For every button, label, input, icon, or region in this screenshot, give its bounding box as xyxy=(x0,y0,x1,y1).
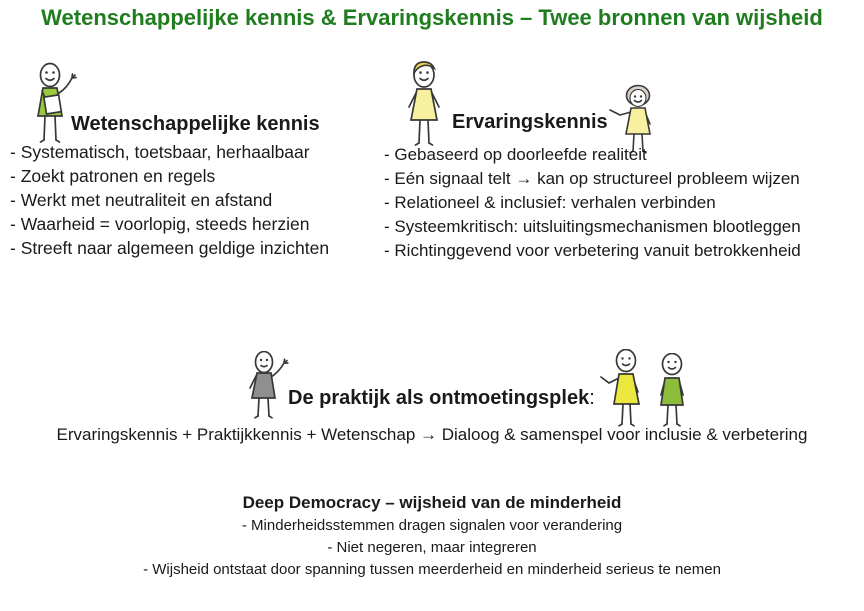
middle-heading-colon: : xyxy=(589,387,595,409)
bullet-item: - Systeemkritisch: uitsluitingsmechanismen blootleggen xyxy=(384,217,801,236)
bullet-item: - Gebaseerd op doorleefde realiteit xyxy=(384,145,647,164)
bottom-section-heading: Deep Democracy – wijsheid van de minderheid xyxy=(242,493,622,512)
meeting-person-green-stick-figure-icon xyxy=(650,353,694,427)
bullet-item: - Werkt met neutraliteit en afstand xyxy=(10,190,273,210)
bullet-item: - Minderheidsstemmen dragen signalen voor verandering xyxy=(241,517,623,534)
bullet-item: - Eén signaal telt → kan op structureel probleem wijzen xyxy=(384,169,800,188)
bullet-item: - Relationeel & inclusief: verhalen verbinden xyxy=(384,193,716,212)
bullet-item: - Systematisch, toetsbaar, herhaalbaar xyxy=(10,142,310,162)
bullet-item: - Waarheid = voorlopig, steeds herzien xyxy=(10,214,310,234)
meeting-person-yellow-stick-figure-icon xyxy=(598,349,648,427)
middle-section-heading xyxy=(288,385,595,411)
right-section-heading: Ervaringskennis xyxy=(452,111,608,133)
bullet-item: - Richtinggevend voor verbetering vanuit betrokkenheid xyxy=(384,241,801,260)
left-section-heading: Wetenschappelijke kennis xyxy=(71,113,320,135)
bullet-item: - Zoekt patronen en regels xyxy=(10,166,216,186)
slide-title: Wetenschappelijke kennis & Ervaringskennis – Twee bronnen van wijsheid xyxy=(41,5,823,30)
bullet-item: - Niet negeren, maar integreren xyxy=(327,539,537,556)
right-section-bullets xyxy=(384,143,801,263)
middle-heading-text: De praktijk als ontmoetingsplek xyxy=(288,387,590,409)
experience-person-stick-figure-icon xyxy=(397,60,451,148)
bottom-section-bullets xyxy=(0,515,864,581)
bullet-item: - Wijsheid ontstaat door spanning tussen meerderheid en minderheid serieus te nemen xyxy=(143,561,721,578)
left-section-bullets xyxy=(10,140,329,260)
bullet-item: - Streeft naar algemeen geldige inzichten xyxy=(10,238,330,258)
middle-section-formula: Ervaringskennis + Praktijkkennis + Wetenschap → Dialoog & samenspel voor inclusie & verbetering xyxy=(56,425,808,444)
